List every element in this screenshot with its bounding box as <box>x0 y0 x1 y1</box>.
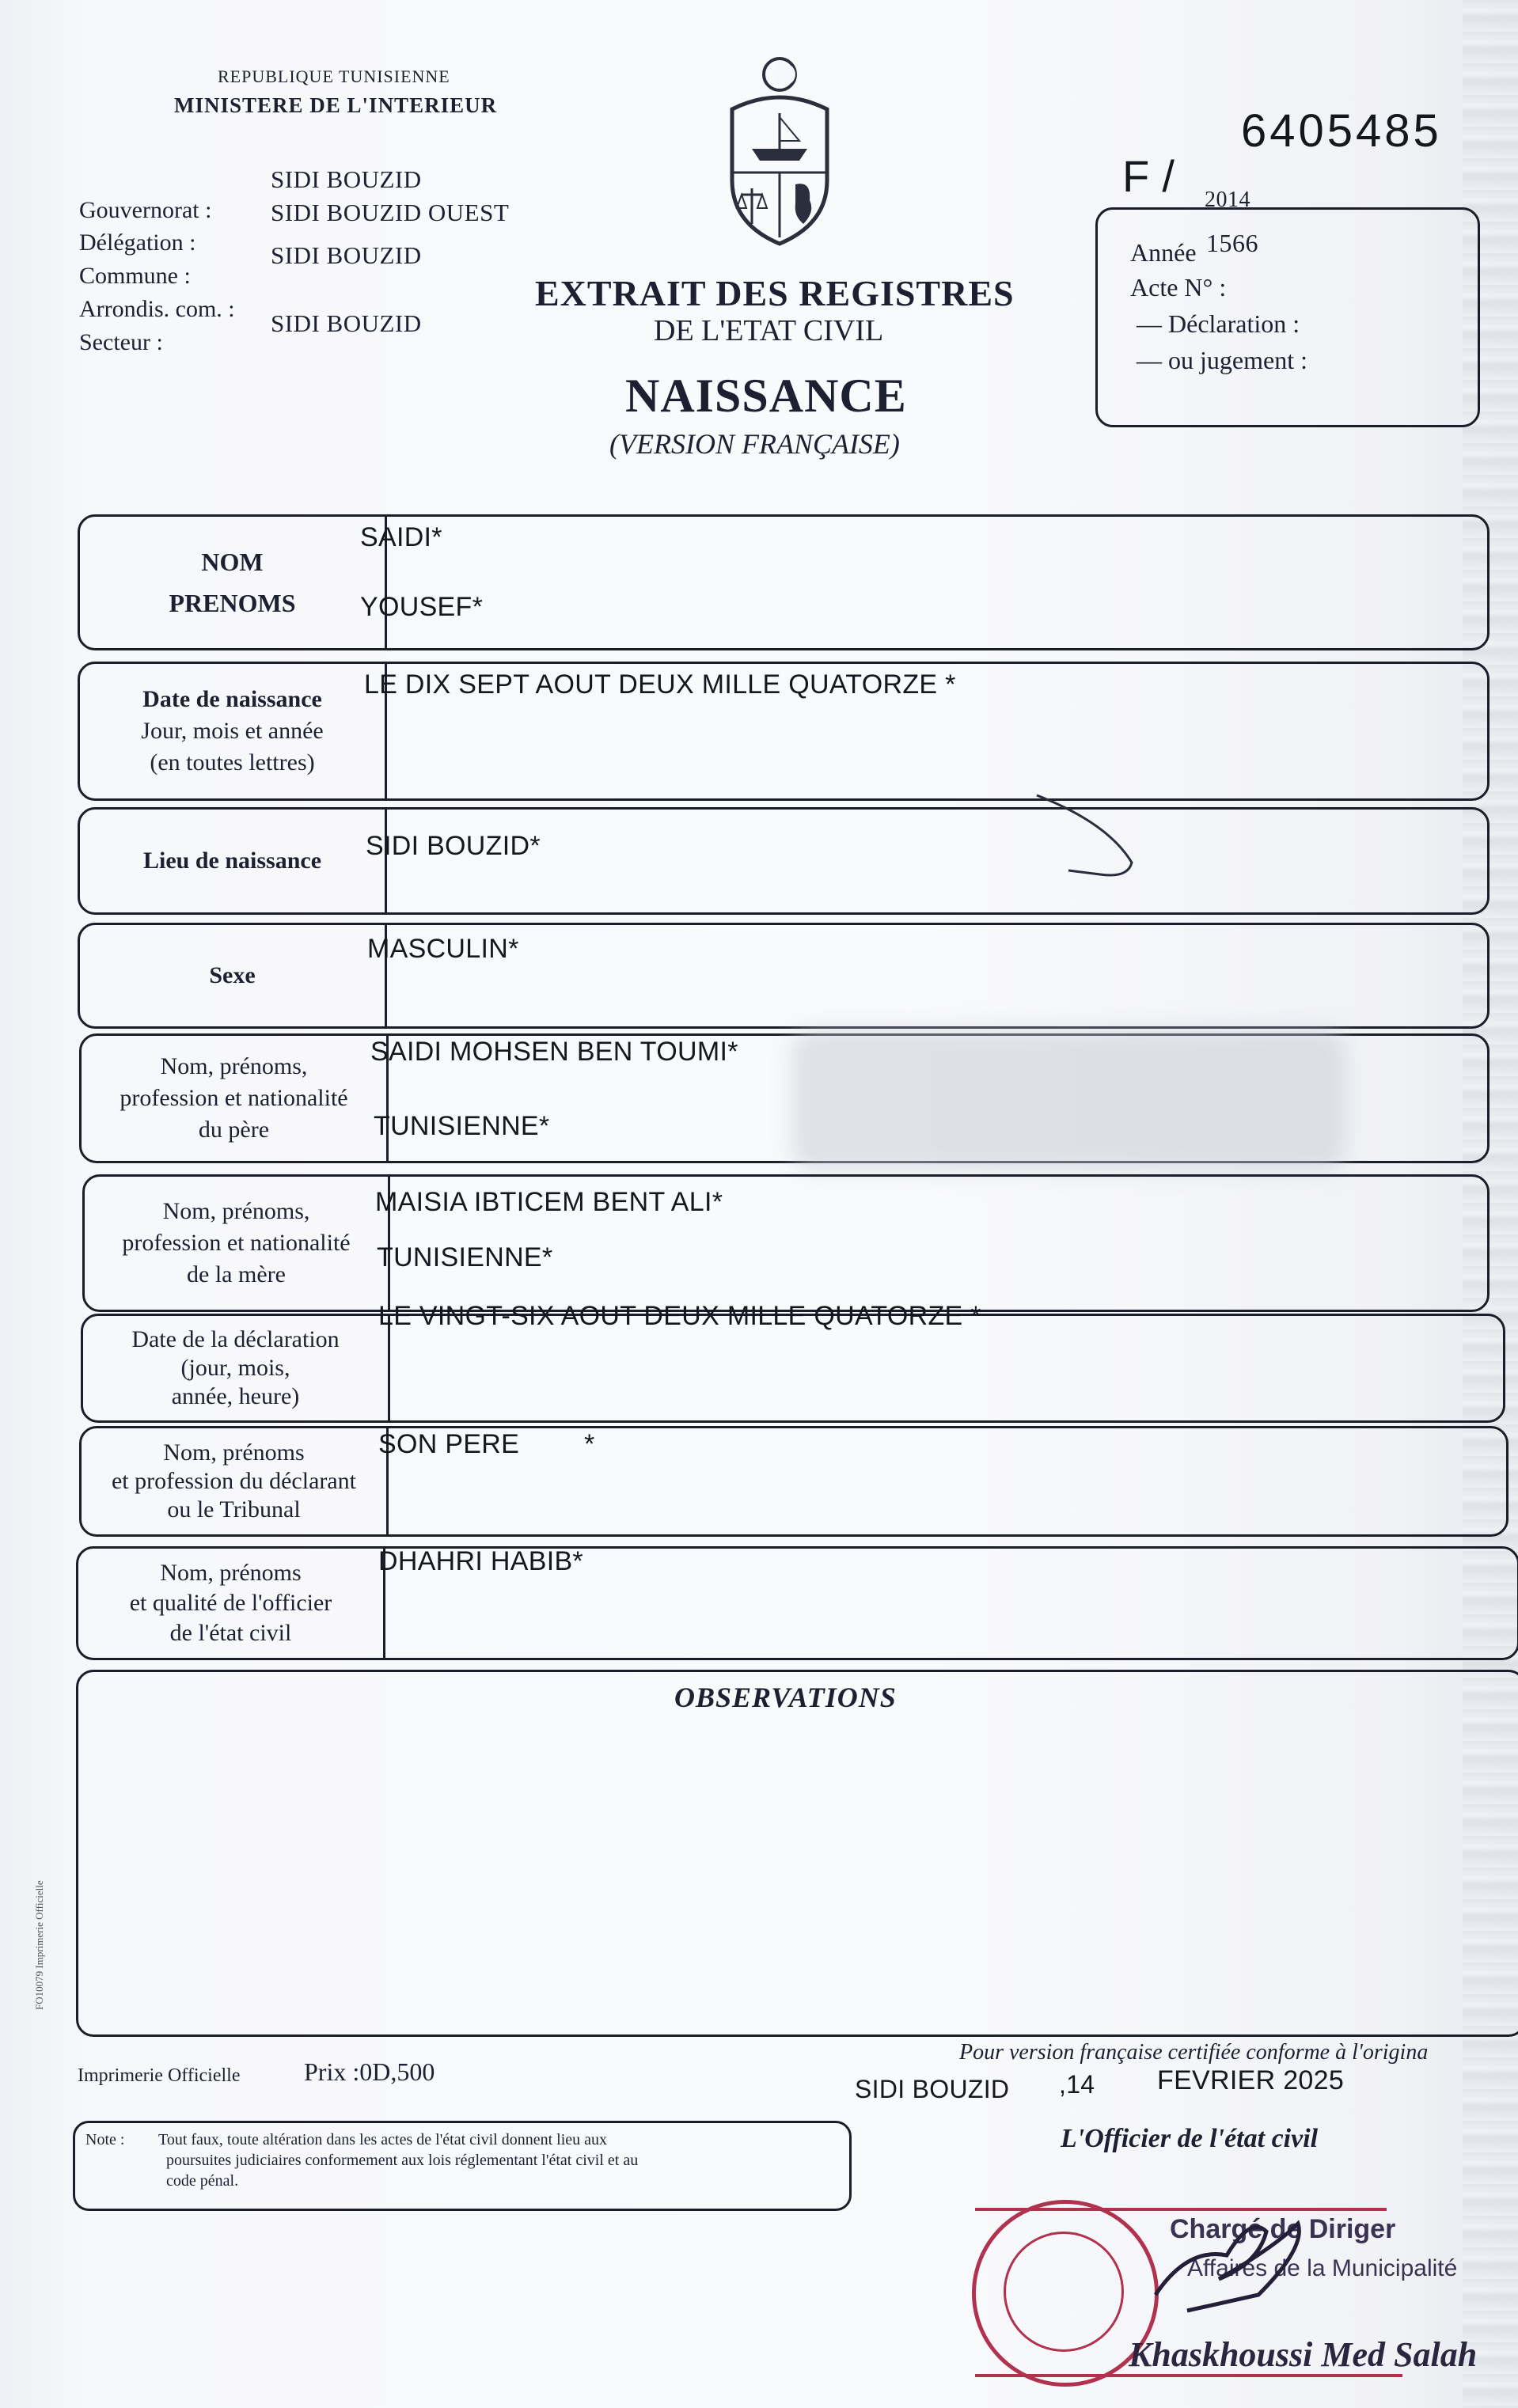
acte-value: 1566 <box>1206 229 1258 257</box>
serial-number: 6405485 <box>1241 105 1442 157</box>
commune-value: SIDI BOUZID <box>271 241 422 269</box>
officier-label-1: Nom, prénoms <box>160 1560 302 1586</box>
declaration-label: — Déclaration : <box>1137 309 1300 338</box>
declarant-value: SON PERE <box>378 1429 520 1459</box>
prenoms-label: PRENOMS <box>169 589 296 617</box>
officier-value: DHAHRI HABIB* <box>378 1546 583 1576</box>
mere-label-3: de la mère <box>187 1261 286 1287</box>
mere-name-value: MAISIA IBTICEM BENT ALI* <box>375 1187 723 1217</box>
officier-label-3: de l'état civil <box>169 1620 292 1646</box>
row-nom <box>78 514 1490 650</box>
row-lieu <box>78 807 1490 915</box>
mere-label-1: Nom, prénoms, <box>162 1198 310 1224</box>
arrondissement-value: SIDI BOUZID <box>271 309 422 337</box>
declaration-date-label-1: Date de la déclaration <box>131 1326 340 1352</box>
lieu-value: SIDI BOUZID* <box>366 831 541 861</box>
row-pere-label <box>82 1036 389 1161</box>
date-naissance-label: Date de naissance <box>142 686 322 712</box>
sexe-value: MASCULIN* <box>367 934 519 964</box>
nom-value: SAIDI* <box>360 522 442 552</box>
nom-label: NOM <box>201 548 264 576</box>
observations-box <box>76 1670 1518 2037</box>
jugement-label: — ou jugement : <box>1137 346 1307 374</box>
date-naissance-sublabel: Jour, mois et année <box>141 718 324 744</box>
stamp-title-2: Affaires de la Municipalité <box>1187 2255 1458 2281</box>
signatory-name: Khaskhoussi Med Salah <box>1129 2335 1478 2374</box>
declaration-date-label-3: année, heure) <box>171 1383 300 1409</box>
gouvernorat-value: SIDI BOUZID <box>271 165 422 193</box>
date-naissance-hint: (en toutes lettres) <box>150 749 315 775</box>
signature-icon <box>1140 2200 1345 2326</box>
prenoms-value: YOUSEF* <box>360 592 484 622</box>
annee-value: 2014 <box>1205 188 1250 212</box>
declarant-star: * <box>584 1429 595 1459</box>
row-officier-label <box>78 1549 385 1658</box>
row-mere <box>82 1174 1490 1312</box>
row-lieu-label <box>80 810 387 912</box>
commune-label: Commune : <box>79 263 191 289</box>
row-declaration-label <box>83 1316 390 1420</box>
officier-label-2: et qualité de l'officier <box>129 1590 332 1616</box>
pere-label-3: du père <box>198 1117 270 1143</box>
stamp-inner-ring <box>1004 2232 1124 2352</box>
certified-text: Pour version française certifiée conforme à l'origina <box>959 2040 1429 2065</box>
declarant-label-2: et profession du déclarant <box>111 1468 357 1494</box>
footer-day: ,14 <box>1059 2070 1095 2099</box>
row-declarant <box>79 1426 1509 1537</box>
mere-nationality-value: TUNISIENNE* <box>377 1242 553 1272</box>
title-main: NAISSANCE <box>625 370 907 422</box>
declarant-label-3: ou le Tribunal <box>167 1496 301 1523</box>
arrondissement-label: Arrondis. com. : <box>79 296 235 322</box>
pen-mark-icon <box>1013 791 1163 886</box>
row-sexe <box>78 923 1490 1029</box>
title-line1: EXTRAIT DES REGISTRES <box>535 273 1015 313</box>
declarant-label-1: Nom, prénoms <box>163 1439 305 1466</box>
row-officier <box>76 1546 1518 1660</box>
row-mere-label <box>85 1177 390 1310</box>
sexe-label: Sexe <box>209 962 256 988</box>
note-label: Note : <box>85 2131 125 2148</box>
pere-label-2: profession et nationalité <box>120 1085 348 1111</box>
republic-label: REPUBLIQUE TUNISIENNE <box>218 66 450 86</box>
folio-prefix: F / <box>1122 151 1175 201</box>
lieu-label: Lieu de naissance <box>142 848 322 874</box>
stamp-title-1: Chargé de Diriger <box>1170 2214 1396 2244</box>
pere-name-value: SAIDI MOHSEN BEN TOUMI* <box>370 1037 738 1067</box>
annee-label: Année <box>1130 238 1197 267</box>
footer-month-year: FEVRIER 2025 <box>1157 2065 1345 2095</box>
officer-title: L'Officier de l'état civil <box>1061 2124 1319 2153</box>
delegation-value: SIDI BOUZID OUEST <box>271 199 510 226</box>
imprimerie-label: Imprimerie Officielle <box>78 2065 241 2086</box>
redaction-blur <box>791 1029 1345 1171</box>
note-line-3: code pénal. <box>166 2172 239 2190</box>
pere-label-1: Nom, prénoms, <box>160 1053 308 1079</box>
declaration-date-value: LE VINGT-SIX AOUT DEUX MILLE QUATORZE * <box>378 1301 981 1331</box>
subtitle: (VERSION FRANÇAISE) <box>609 428 900 460</box>
pere-nationality-value: TUNISIENNE* <box>374 1111 550 1141</box>
note-line-2: poursuites judiciaires conformement aux lois réglementant l'état civil et au <box>166 2152 639 2169</box>
coat-of-arms-icon <box>716 54 843 252</box>
prix-label: Prix :0D,500 <box>304 2057 435 2086</box>
row-sexe-label <box>80 925 387 1026</box>
title-line2: DE L'ETAT CIVIL <box>654 314 884 347</box>
observations-title: OBSERVATIONS <box>674 1682 897 1713</box>
acte-label: Acte N° : <box>1130 273 1227 301</box>
ministry-label: MINISTERE DE L'INTERIEUR <box>174 93 498 117</box>
row-nom-label <box>80 517 387 648</box>
mere-label-2: profession et nationalité <box>122 1230 351 1256</box>
row-date-naissance-label <box>80 664 387 798</box>
side-print: FO10079 Imprimerie Officielle <box>33 1880 45 2010</box>
footer-place: SIDI BOUZID <box>855 2075 1010 2103</box>
note-line-1: Tout faux, toute altération dans les actes de l'état civil donnent lieu aux <box>158 2131 608 2148</box>
delegation-label: Délégation : <box>79 229 196 256</box>
date-naissance-value: LE DIX SEPT AOUT DEUX MILLE QUATORZE * <box>364 669 956 700</box>
gouvernorat-label: Gouvernorat : <box>79 197 212 223</box>
row-declarant-label <box>82 1428 389 1534</box>
declaration-date-label-2: (jour, mois, <box>180 1355 290 1381</box>
secteur-label: Secteur : <box>79 329 163 355</box>
